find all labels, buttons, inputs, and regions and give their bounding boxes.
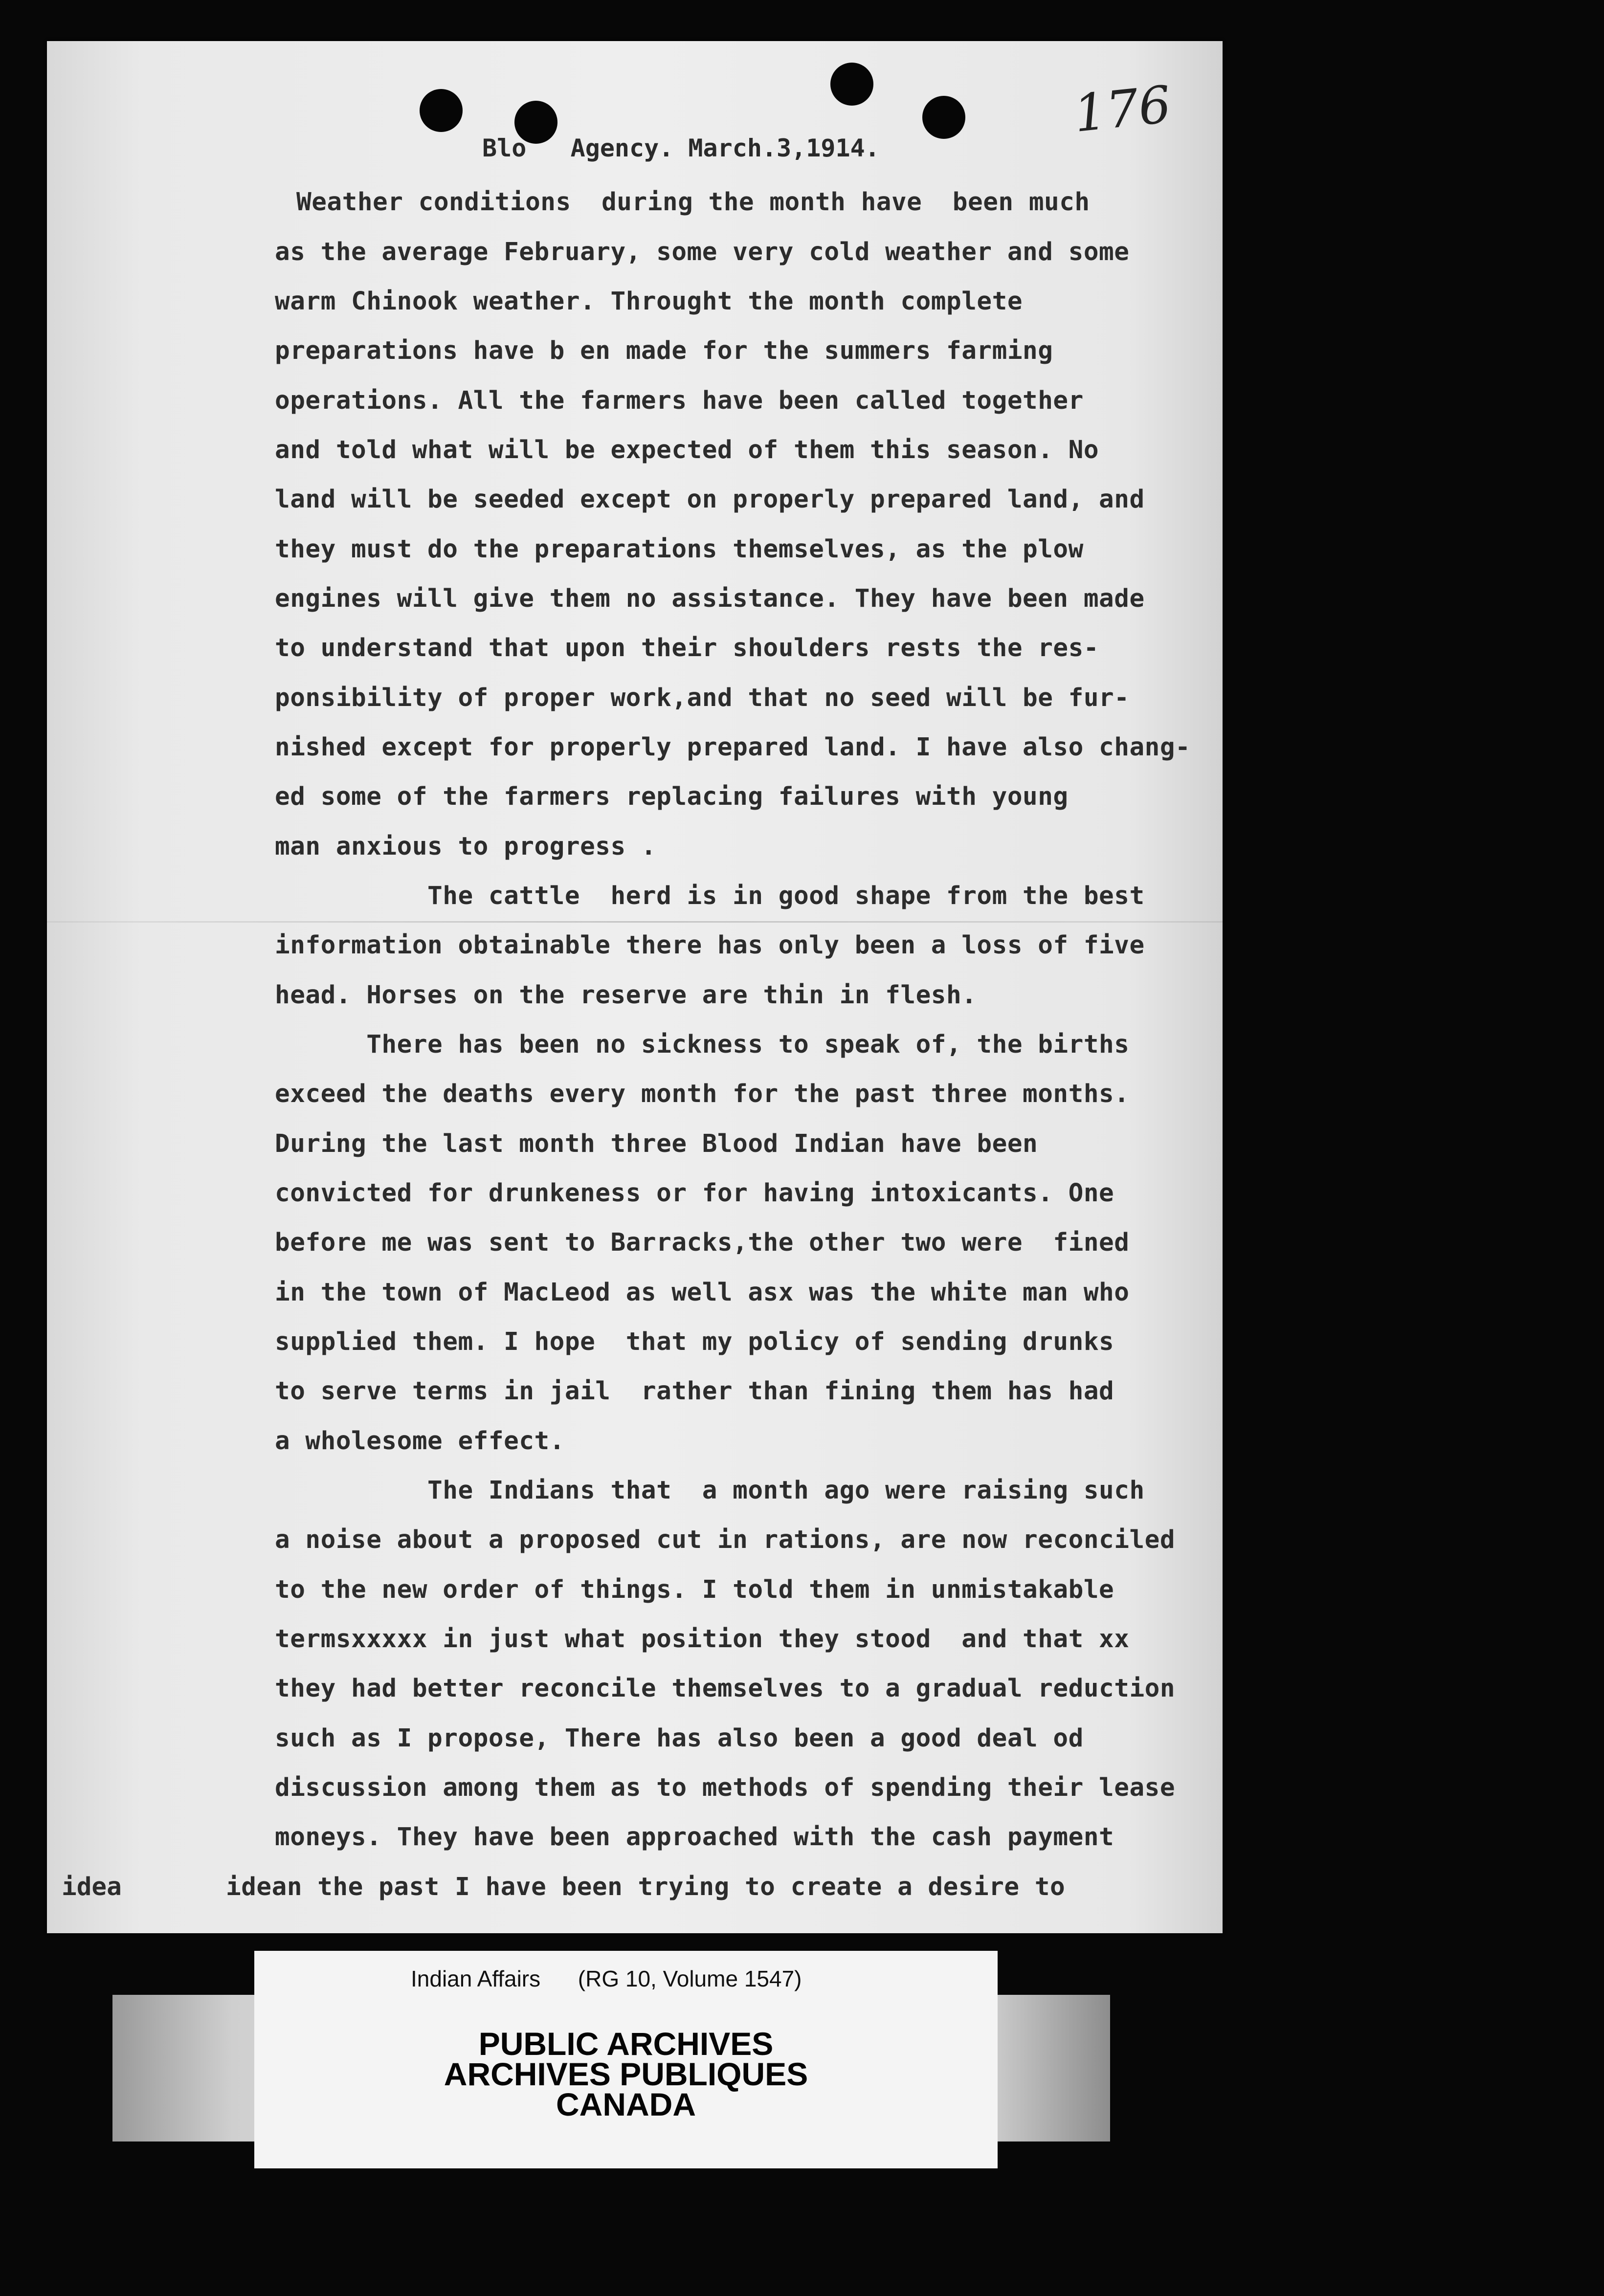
text-line: before me was sent to Barracks,the other two were fined	[275, 1228, 1130, 1257]
document-page	[47, 41, 1223, 1933]
text-line: to understand that upon their shoulders rests the res-	[275, 634, 1099, 662]
punch-hole-right	[922, 96, 965, 139]
text-line: ed some of the farmers replacing failures with young	[275, 782, 1069, 811]
text-line: in the town of MacLeod as well asx was the white man who	[275, 1278, 1130, 1307]
archive-reference: Indian Affairs (RG 10, Volume 1547)	[411, 1966, 802, 1991]
text-line: The cattle herd is in good shape from the best	[275, 882, 1145, 910]
text-line: engines will give them no assistance. They have been made	[275, 584, 1145, 613]
letter-dateline: Blo Agency. March.3,1914.	[482, 134, 880, 162]
text-line: a noise about a proposed cut in rations, are now reconciled	[275, 1525, 1176, 1554]
page-number: 176	[1071, 74, 1174, 144]
text-line: to serve terms in jail rather than fining them has had	[275, 1377, 1114, 1406]
text-line: discussion among them as to methods of spending their lease	[275, 1773, 1176, 1802]
text-line: Weather conditions during the month have been much	[296, 188, 1090, 217]
text-line: During the last month three Blood Indian have been	[275, 1129, 1038, 1158]
text-line: The Indians that a month ago were raising such	[275, 1476, 1145, 1505]
text-line: warm Chinook weather. Throught the month complete	[275, 287, 1023, 316]
text-line: supplied them. I hope that my policy of sending drunks	[275, 1327, 1114, 1356]
text-line: nished except for properly prepared land. I have also chang-	[275, 733, 1191, 762]
text-line: operations. All the farmers have been called together	[275, 386, 1084, 415]
text-line: man anxious to progress .	[275, 832, 657, 861]
text-line: information obtainable there has only been a loss of five	[275, 931, 1145, 960]
punch-hole-center-top	[830, 63, 873, 106]
page-fold-crease	[47, 921, 1223, 923]
text-line: moneys. They have been approached with the cash payment	[275, 1823, 1114, 1852]
text-line: and told what will be expected of them this season. No	[275, 436, 1099, 464]
text-line: ponsibility of proper work,and that no seed will be fur-	[275, 684, 1130, 712]
text-line: as the average February, some very cold weather and some	[275, 238, 1130, 266]
text-line: convicted for drunkeness or for having intoxicants. One	[275, 1179, 1114, 1208]
archive-stamp-line: PUBLIC ARCHIVES	[478, 2026, 774, 2062]
text-line: to the new order of things. I told them in unmistakable	[275, 1575, 1114, 1604]
text-line: they must do the preparations themselves, as the plow	[275, 535, 1084, 564]
text-line: head. Horses on the reserve are thin in flesh.	[275, 981, 977, 1010]
text-line: land will be seeded except on properly prepared land, and	[275, 485, 1145, 514]
margin-note: idea	[62, 1873, 122, 1901]
archive-stamp-line: CANADA	[556, 2086, 696, 2122]
text-line: exceed the deaths every month for the past three months.	[275, 1080, 1130, 1108]
text-line: such as I propose, There has also been a good deal od	[275, 1724, 1084, 1753]
text-line: There has been no sickness to speak of, the births	[275, 1030, 1130, 1059]
punch-hole-left	[420, 89, 463, 132]
text-line: termsxxxxx in just what position they stood and that xx	[275, 1625, 1130, 1654]
archive-label-card	[254, 1951, 998, 2168]
text-line: a wholesome effect.	[275, 1427, 565, 1456]
text-line: they had better reconcile themselves to a gradual reduction	[275, 1674, 1176, 1703]
text-line: preparations have b en made for the summers farming	[275, 336, 1053, 365]
text-line: idean the past I have been trying to create a desire to	[226, 1873, 1066, 1901]
archive-stamp-line: ARCHIVES PUBLIQUES	[444, 2056, 808, 2092]
